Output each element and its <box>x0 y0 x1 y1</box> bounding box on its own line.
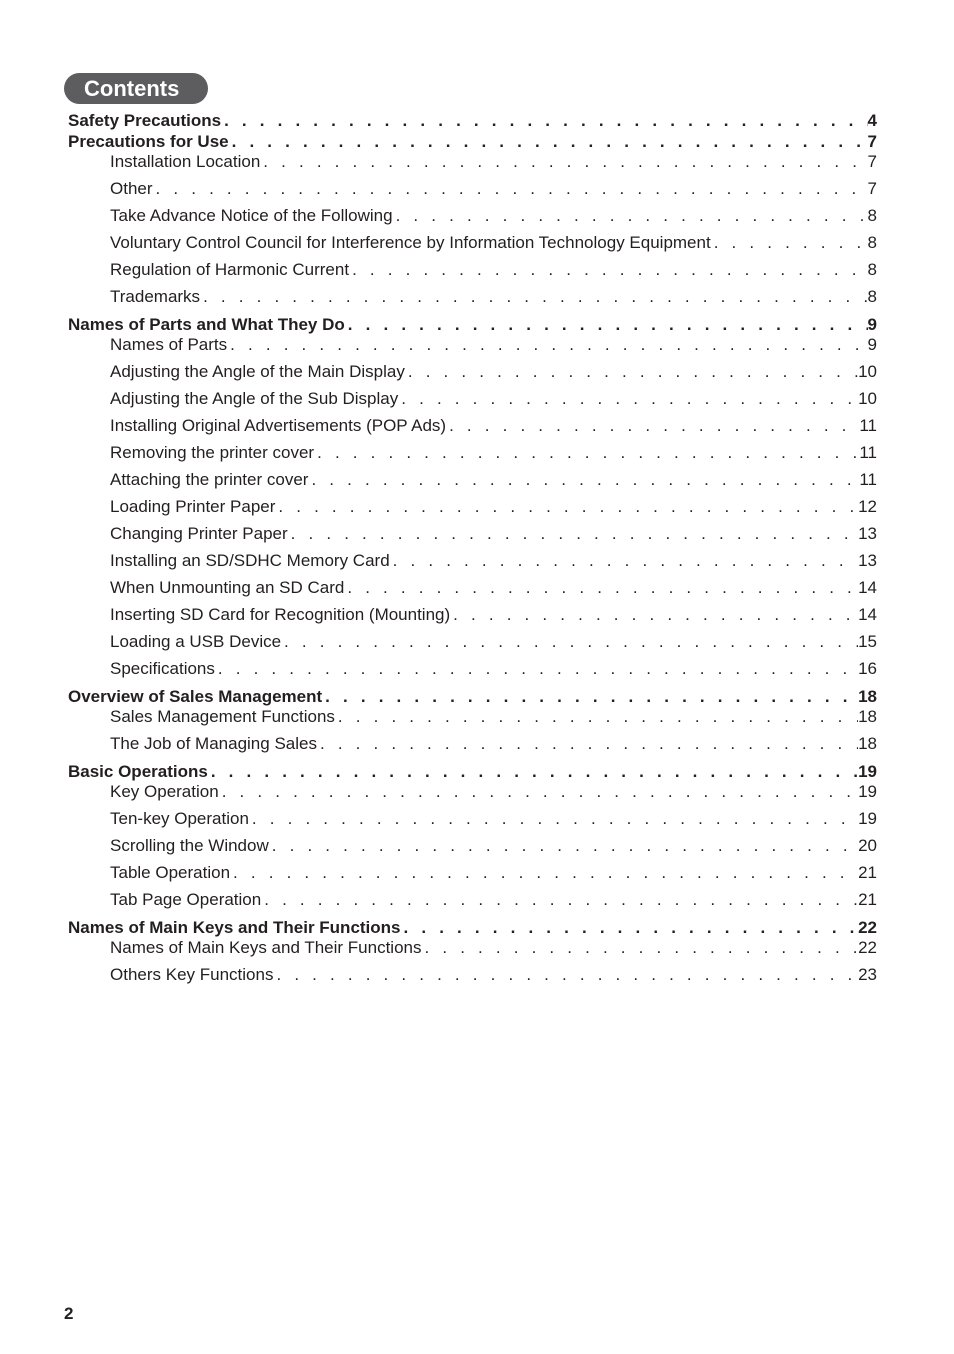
toc-entry-page: 9 <box>867 335 877 354</box>
dot-leader <box>275 497 858 517</box>
toc-subsection-entry[interactable] <box>68 524 877 551</box>
toc-subsection-entry[interactable] <box>68 443 877 470</box>
dot-leader <box>322 686 858 707</box>
dot-leader <box>317 734 858 754</box>
toc-entry-title: Loading Printer Paper <box>110 497 276 516</box>
toc-entry-title: Names of Parts <box>110 335 228 354</box>
toc-entry-title: Names of Main Keys and Their Functions <box>68 918 401 937</box>
dot-leader <box>450 605 858 625</box>
dot-leader <box>422 938 859 958</box>
toc-subsection-entry[interactable] <box>68 260 877 287</box>
toc-entry-page: 23 <box>858 965 877 984</box>
toc-entry-page: 11 <box>859 443 877 462</box>
toc-entry-page: 22 <box>858 918 877 937</box>
toc-entry-title: Table Operation <box>110 863 231 882</box>
toc-entry-title: Safety Precautions <box>68 111 222 130</box>
toc-subsection-entry[interactable] <box>68 233 877 260</box>
toc-subsection-entry[interactable] <box>68 836 877 863</box>
toc-subsection-entry[interactable] <box>68 659 877 686</box>
toc-subsection-entry[interactable] <box>68 389 877 416</box>
toc-subsection-entry[interactable] <box>68 416 877 443</box>
toc-entry-page: 18 <box>858 734 877 753</box>
toc-entry-title: Voluntary Control Council for Interference by Information Technology Equipment <box>110 233 711 252</box>
toc-entry-title: Key Operation <box>110 782 219 801</box>
toc-entry-page: 19 <box>858 782 877 801</box>
toc-subsection-entry[interactable] <box>68 863 877 890</box>
toc-entry-page: 16 <box>858 659 877 678</box>
toc-entry-page: 18 <box>858 707 877 726</box>
dot-leader <box>229 131 868 152</box>
toc-subsection-entry[interactable] <box>68 632 877 659</box>
dot-leader <box>344 578 858 598</box>
toc-subsection-entry[interactable] <box>68 287 877 314</box>
toc-entry-page: 19 <box>858 762 877 781</box>
toc-entry-title: Overview of Sales Management <box>68 687 323 706</box>
toc-entry-page: 22 <box>858 938 877 957</box>
toc-subsection-entry[interactable] <box>68 335 877 362</box>
dot-leader <box>393 206 868 226</box>
toc-entry-title: Regulation of Harmonic Current <box>110 260 350 279</box>
dot-leader <box>390 551 858 571</box>
dot-leader <box>349 260 867 280</box>
toc-entry-title: Adjusting the Angle of the Sub Display <box>110 389 399 408</box>
dot-leader <box>711 233 868 253</box>
dot-leader <box>221 110 867 131</box>
toc-entry-title: Other <box>110 179 153 198</box>
toc-entry-page: 20 <box>858 836 877 855</box>
table-of-contents <box>68 110 877 992</box>
dot-leader <box>208 761 858 782</box>
dot-leader <box>281 632 858 652</box>
dot-leader <box>249 809 858 829</box>
toc-subsection-entry[interactable] <box>68 497 877 524</box>
toc-entry-page: 10 <box>858 362 877 381</box>
toc-section-entry[interactable] <box>68 110 877 131</box>
dot-leader <box>401 917 859 938</box>
toc-entry-title: Inserting SD Card for Recognition (Mounting) <box>110 605 451 624</box>
toc-entry-page: 18 <box>858 687 877 706</box>
toc-entry-title: Scrolling the Window <box>110 836 269 855</box>
toc-entry-title: Installing an SD/SDHC Memory Card <box>110 551 390 570</box>
toc-entry-title: Loading a USB Device <box>110 632 282 651</box>
toc-entry-page: 13 <box>858 524 877 543</box>
toc-section-entry[interactable] <box>68 314 877 335</box>
toc-section-entry[interactable] <box>68 917 877 938</box>
dot-leader <box>260 152 867 172</box>
toc-entry-page: 12 <box>858 497 877 516</box>
toc-subsection-entry[interactable] <box>68 605 877 632</box>
dot-leader <box>398 389 858 409</box>
toc-entry-page: 10 <box>858 389 877 408</box>
toc-entry-page: 21 <box>858 890 877 909</box>
dot-leader <box>219 782 858 802</box>
toc-subsection-entry[interactable] <box>68 362 877 389</box>
toc-subsection-entry[interactable] <box>68 965 877 992</box>
dot-leader <box>261 890 858 910</box>
toc-entry-title: Take Advance Notice of the Following <box>110 206 393 225</box>
toc-entry-page: 11 <box>859 416 877 435</box>
toc-entry-title: Attaching the printer cover <box>110 470 309 489</box>
toc-entry-page: 8 <box>867 287 877 306</box>
contents-heading: Contents <box>64 73 208 104</box>
dot-leader <box>269 836 858 856</box>
toc-entry-title: Removing the printer cover <box>110 443 315 462</box>
toc-subsection-entry[interactable] <box>68 551 877 578</box>
toc-entry-page: 7 <box>867 152 877 171</box>
toc-entry-title: Names of Main Keys and Their Functions <box>110 938 422 957</box>
dot-leader <box>288 524 858 544</box>
toc-section-entry[interactable] <box>68 686 877 707</box>
dot-leader <box>273 965 858 985</box>
toc-subsection-entry[interactable] <box>68 938 877 965</box>
dot-leader <box>314 443 859 463</box>
toc-entry-title: Tab Page Operation <box>110 890 262 909</box>
dot-leader <box>446 416 859 436</box>
toc-entry-title: Others Key Functions <box>110 965 274 984</box>
toc-entry-page: 11 <box>859 470 877 489</box>
dot-leader <box>345 314 868 335</box>
toc-entry-page: 21 <box>858 863 877 882</box>
toc-entry-page: 8 <box>867 260 877 279</box>
dot-leader <box>153 179 868 199</box>
dot-leader <box>335 707 858 727</box>
toc-entry-page: 14 <box>858 605 877 624</box>
toc-subsection-entry[interactable] <box>68 179 877 206</box>
toc-subsection-entry[interactable] <box>68 206 877 233</box>
toc-subsection-entry[interactable] <box>68 782 877 809</box>
toc-entry-page: 7 <box>867 179 877 198</box>
toc-subsection-entry[interactable] <box>68 734 877 761</box>
toc-entry-title: Names of Parts and What They Do <box>68 315 345 334</box>
toc-entry-title: Installing Original Advertisements (POP Ads) <box>110 416 447 435</box>
toc-entry-page: 19 <box>858 809 877 828</box>
toc-entry-page: 15 <box>858 632 877 651</box>
toc-entry-page: 9 <box>867 315 877 334</box>
toc-entry-title: When Unmounting an SD Card <box>110 578 345 597</box>
toc-entry-title: Specifications <box>110 659 215 678</box>
dot-leader <box>308 470 859 490</box>
toc-subsection-entry[interactable] <box>68 890 877 917</box>
dot-leader <box>200 287 867 307</box>
toc-entry-page: 13 <box>858 551 877 570</box>
toc-entry-page: 4 <box>867 111 877 130</box>
toc-subsection-entry[interactable] <box>68 152 877 179</box>
toc-entry-page: 7 <box>867 132 877 151</box>
toc-subsection-entry[interactable] <box>68 707 877 734</box>
toc-subsection-entry[interactable] <box>68 578 877 605</box>
toc-entry-title: The Job of Managing Sales <box>110 734 317 753</box>
toc-section-entry[interactable] <box>68 131 877 152</box>
toc-section-entry[interactable] <box>68 761 877 782</box>
dot-leader <box>230 863 858 883</box>
toc-entry-title: Trademarks <box>110 287 201 306</box>
dot-leader <box>227 335 867 355</box>
toc-entry-title: Installation Location <box>110 152 261 171</box>
toc-entry-title: Ten-key Operation <box>110 809 249 828</box>
toc-entry-page: 8 <box>867 233 877 252</box>
toc-entry-title: Changing Printer Paper <box>110 524 288 543</box>
toc-entry-page: 8 <box>867 206 877 225</box>
toc-entry-page: 14 <box>858 578 877 597</box>
dot-leader <box>405 362 858 382</box>
page-number: 2 <box>64 1304 74 1323</box>
toc-entry-title: Adjusting the Angle of the Main Display <box>110 362 405 381</box>
toc-entry-title: Basic Operations <box>68 762 208 781</box>
toc-entry-title: Precautions for Use <box>68 132 229 151</box>
dot-leader <box>215 659 858 679</box>
toc-subsection-entry[interactable] <box>68 470 877 497</box>
toc-entry-title: Sales Management Functions <box>110 707 335 726</box>
toc-subsection-entry[interactable] <box>68 809 877 836</box>
